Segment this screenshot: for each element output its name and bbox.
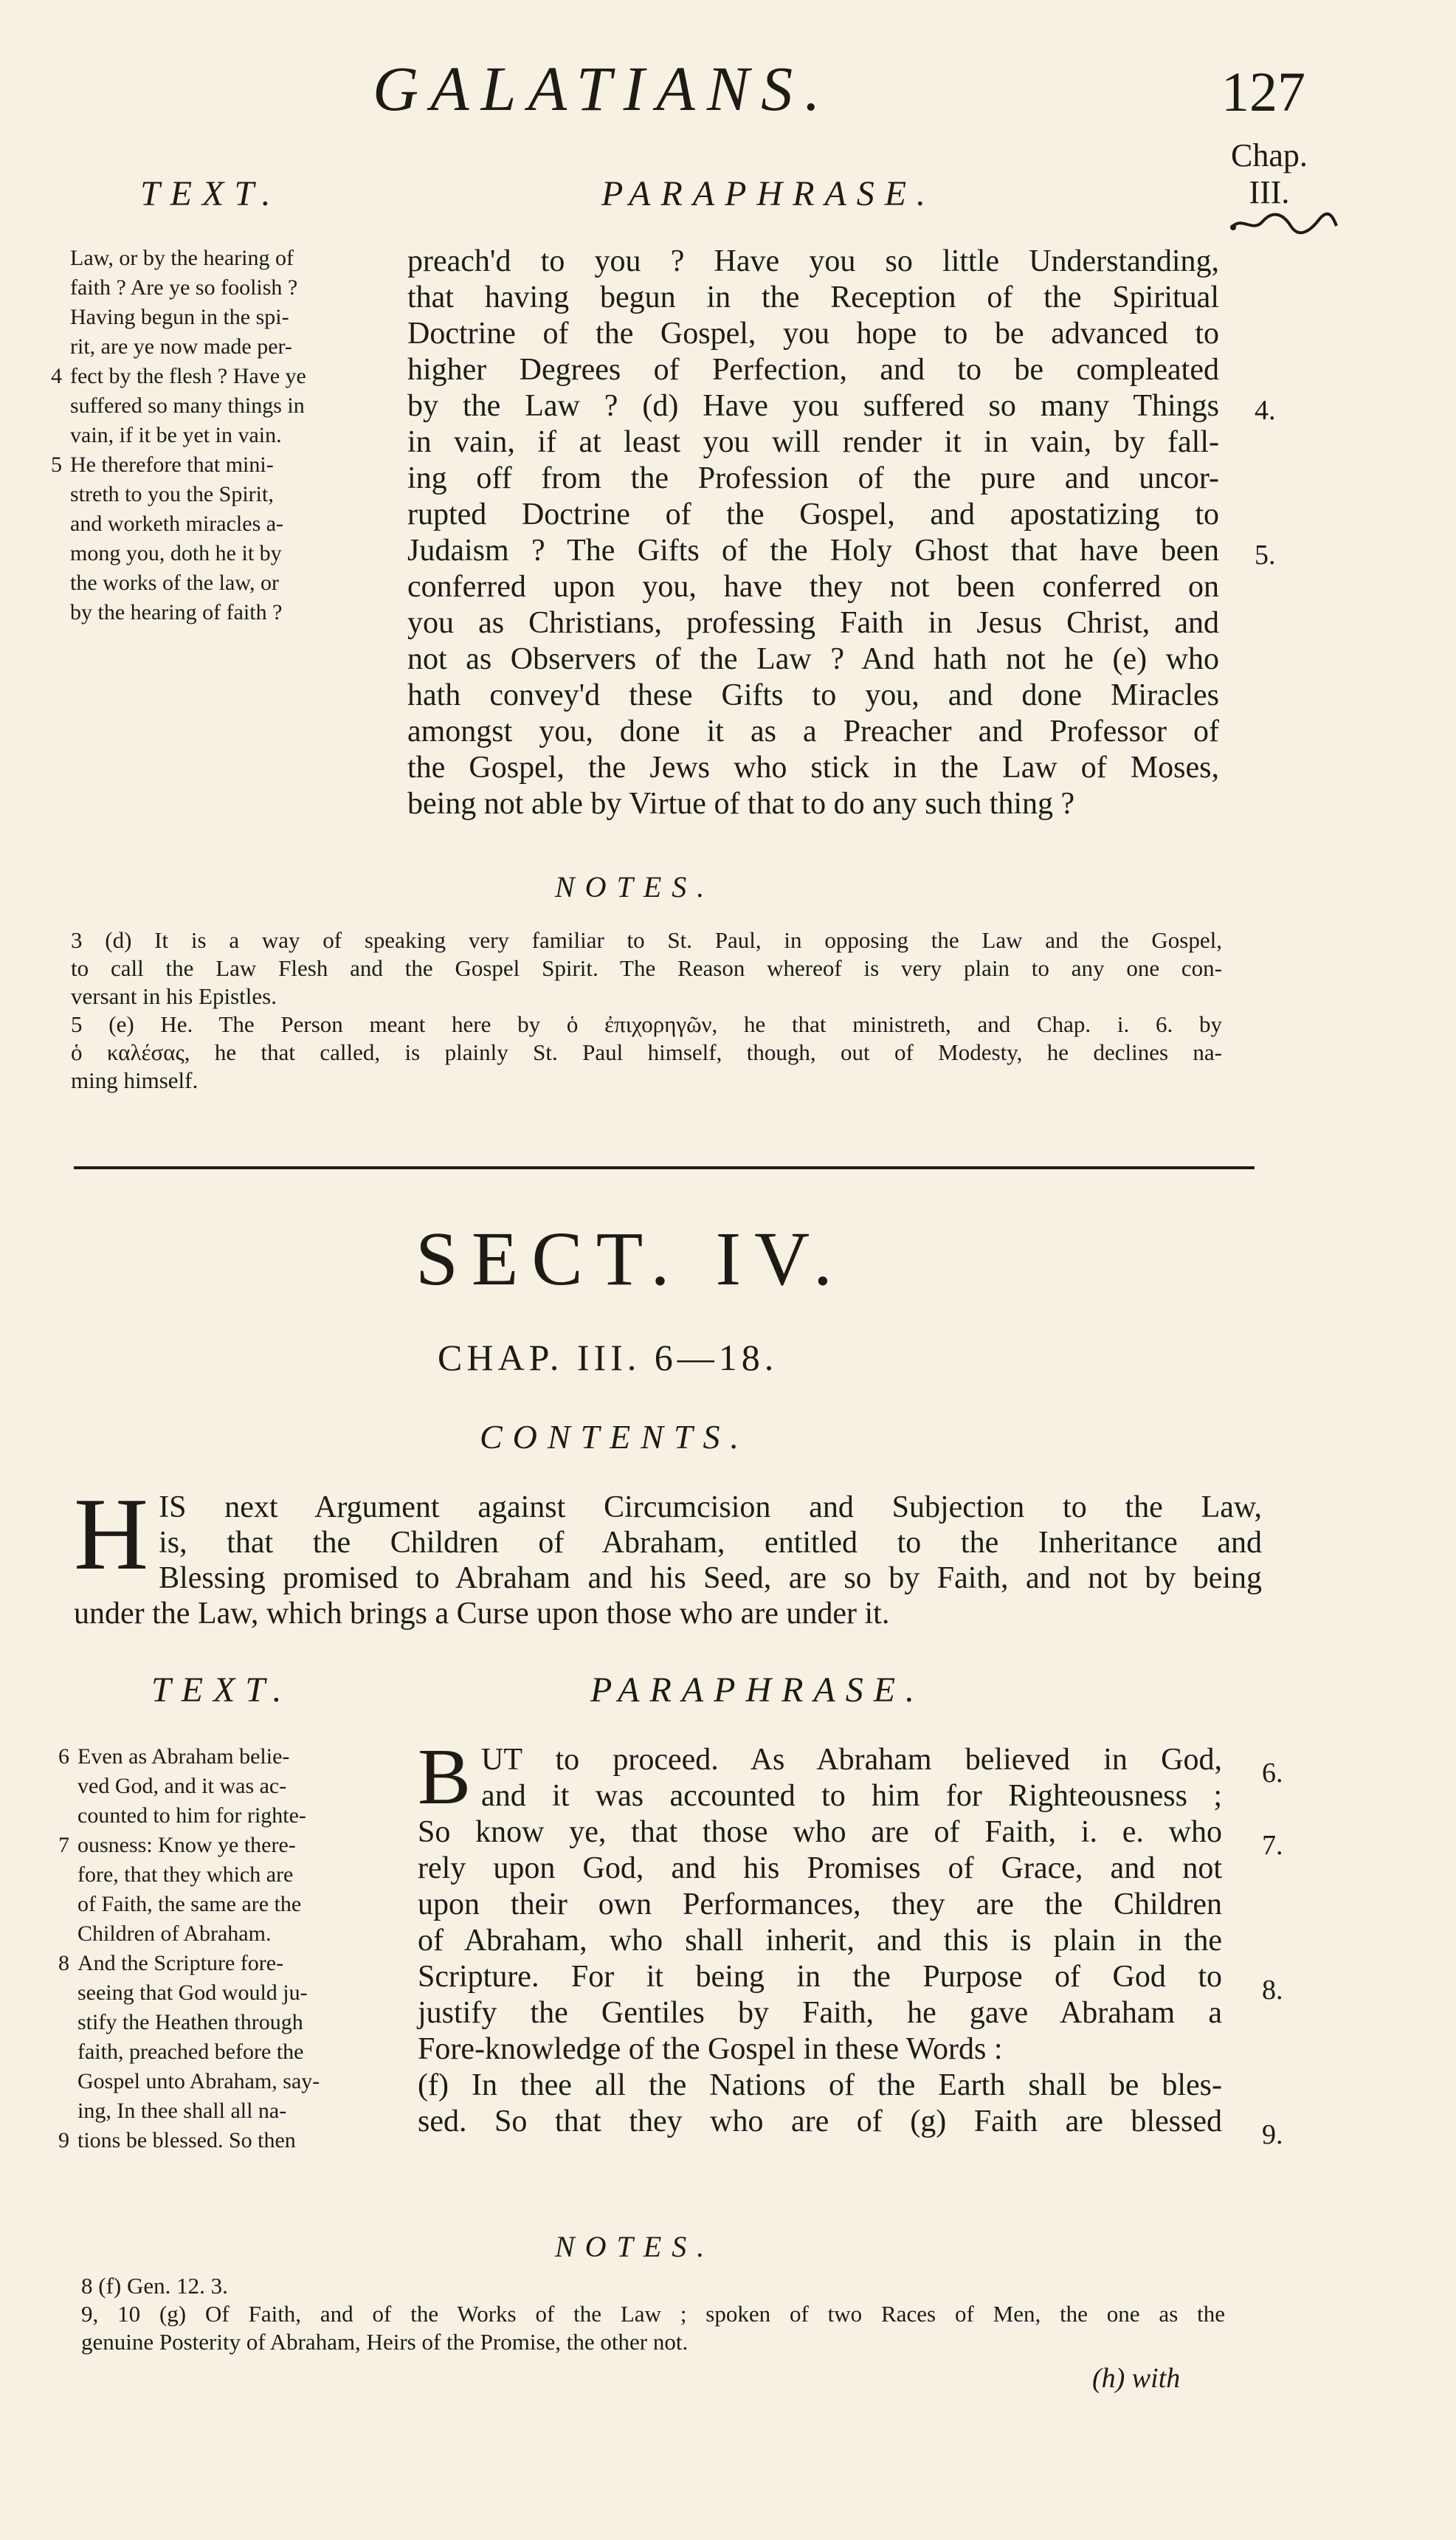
paraphrase-line: Judaism ? The Gifts of the Holy Ghost that have been [407,534,1219,568]
text-column [58,1742,395,2155]
notes-body [81,2272,1225,2356]
text-line: suffered so many things in [70,393,305,418]
text-line: counted to him for righte- [77,1803,306,1828]
text-column-heading: TEXT. [151,1670,292,1710]
text-column [51,244,387,627]
note-line: 5 (e) He. The Person meant here by ὁ ἐπιχορηγῶν, he that ministreth, and Chap. i. 6. by [71,1011,1222,1037]
paraphrase-line: rely upon God, and his Promises of Grace, and not [418,1851,1222,1885]
running-title: GALATIANS. [373,53,832,124]
verse-number: 5 [51,452,62,477]
contents-heading: CONTENTS. [480,1418,750,1456]
text-line: streth to you the Spirit, [70,482,274,506]
ornament-icon [1229,211,1339,236]
text-line: 5 He therefore that mini- [70,450,387,480]
verse-number: 7 [58,1833,69,1857]
text-line: rit, are ye now made per- [70,334,292,359]
text-line: Having begun in the spi- [70,305,289,329]
notes-body [71,926,1222,1095]
section-divider [74,1166,1255,1169]
margin-verse-number: 9. [1262,2119,1283,2150]
paraphrase-line: upon their own Performances, they are the Children [418,1887,1222,1921]
chapter-marker [1231,137,1308,211]
text-line: 6 Even as Abraham belie- [77,1742,395,1772]
paraphrase-line: preach'd to you ? Have you so little Understanding, [407,244,1219,278]
paraphrase-line: the Gospel, the Jews who stick in the Law of Moses, [407,751,1219,785]
verse-number: 4 [51,364,62,388]
paraphrase-line: justify the Gentiles by Faith, he gave Abraham a [418,1996,1222,2030]
paraphrase-line: in vain, if at least you will render it in vain, by fall- [407,425,1219,459]
paraphrase-line: Scripture. For it being in the Purpose of God to [418,1960,1222,1994]
section-title: SECT. IV. [415,1216,846,1301]
text-line: 8 And the Scripture fore- [77,1949,395,1978]
paraphrase-line: by the Law ? (d) Have you suffered so many Things [407,389,1219,423]
verse-number: 6 [58,1744,69,1769]
note-line: versant in his Epistles. [71,983,277,1009]
note-line: 9, 10 (g) Of Faith, and of the Works of the Law ; spoken of two Races of Men, the one as the [81,2301,1225,2327]
contents-line: under the Law, which brings a Curse upon those who are under it. [74,1597,890,1631]
paraphrase-line: not as Observers of the Law ? And hath not he (e) who [407,642,1219,676]
text-line: of Faith, the same are the [77,1892,302,1916]
paraphrase-column [407,244,1219,822]
contents-line: IS next Argument against Circumcision and Subjection to the Law, [159,1490,1262,1524]
paraphrase-line: rupted Doctrine of the Gospel, and apostatizing to [407,498,1219,531]
note-line: ὁ καλέσας, he that called, is plainly St. Paul himself, though, out of Modesty, he declines na- [71,1039,1222,1065]
margin-verse-number: 8. [1262,1975,1283,2006]
margin-verse-number: 5. [1255,540,1276,571]
paraphrase-line: hath convey'd these Gifts to you, and done Miracles [407,678,1219,712]
paraphrase-line: UT to proceed. As Abraham believed in God, [481,1743,1222,1777]
text-line: mong you, doth he it by [70,541,282,565]
note-line: 3 (d) It is a way of speaking very familiar to St. Paul, in opposing the Law and the Gospel, [71,927,1222,953]
note-line: 8 (f) Gen. 12. 3. [81,2273,228,2299]
notes-heading: NOTES. [555,2230,715,2263]
paraphrase-line: (f) In thee all the Nations of the Earth shall be bles- [418,2068,1222,2102]
text-line: ing, In thee shall all na- [77,2099,287,2123]
text-line: 7 ousness: Know ye there- [77,1831,395,1860]
margin-verse-number: 6. [1262,1758,1283,1789]
paraphrase-line: ing off from the Profession of the pure and uncor- [407,461,1219,495]
text-line: by the hearing of faith ? [70,600,283,624]
text-line: 9 tions be blessed. So then [77,2126,395,2155]
verse-number: 8 [58,1951,69,1975]
contents-body [74,1477,1262,1631]
paraphrase-line: amongst you, done it as a Preacher and Professor of [407,715,1219,748]
paraphrase-line: of Abraham, who shall inherit, and this is plain in the [418,1924,1222,1958]
chapter-label: Chap. [1231,137,1308,173]
text-line: Law, or by the hearing of [70,246,294,270]
text-line: vain, if it be yet in vain. [70,423,282,447]
text-line: seeing that God would ju- [77,1980,308,2005]
paraphrase-line: conferred upon you, have they not been conferred on [407,570,1219,604]
drop-cap: H [74,1477,149,1591]
paraphrase-line: that having begun in the Reception of the Spiritual [407,280,1219,314]
paraphrase-line: Fore-knowledge of the Gospel in these Words : [418,2032,1003,2066]
verse-number: 9 [58,2128,69,2152]
paraphrase-line: you as Christians, professing Faith in Jesus Christ, and [407,606,1219,640]
drop-cap: B [418,1733,472,1821]
contents-line: is, that the Children of Abraham, entitled to the Inheritance and [159,1526,1262,1560]
text-line: 4 fect by the flesh ? Have ye [70,362,387,391]
note-line: ming himself. [71,1067,199,1093]
note-line: genuine Posterity of Abraham, Heirs of the Promise, the other not. [81,2329,689,2355]
text-line: stify the Heathen through [77,2010,303,2034]
paraphrase-line: sed. So that they who are of (g) Faith are blessed [418,2104,1222,2138]
page-number: 127 [1221,61,1305,123]
paraphrase-line: Doctrine of the Gospel, you hope to be advanced to [407,317,1219,351]
contents-line: Blessing promised to Abraham and his Seed, are so by Faith, and not by being [159,1561,1262,1595]
catchword: (h) with [1092,2363,1181,2394]
paraphrase-column-heading: PARAPHRASE. [601,174,936,213]
text-line: faith ? Are ye so foolish ? [70,275,298,300]
chapter-number: III. [1249,174,1290,210]
paraphrase-column-heading: PARAPHRASE. [590,1670,925,1710]
text-line: fore, that they which are [77,1862,294,1887]
paraphrase-line: and it was accounted to him for Righteousness ; [481,1779,1222,1813]
margin-verse-number: 7. [1262,1830,1283,1861]
margin-verse-number: 4. [1255,395,1276,426]
text-line: the works of the law, or [70,571,279,595]
text-line: Children of Abraham. [77,1921,272,1946]
notes-heading: NOTES. [555,870,715,904]
note-line: to call the Law Flesh and the Gospel Spirit. The Reason whereof is very plain to any one con- [71,955,1222,981]
paraphrase-column [418,1733,1222,2140]
text-line: ved God, and it was ac- [77,1774,287,1798]
paraphrase-line: higher Degrees of Perfection, and to be compleated [407,353,1219,387]
text-column-heading: TEXT. [140,174,281,213]
text-line: and worketh miracles a- [70,512,284,536]
paraphrase-line: So know ye, that those who are of Faith, i. e. who [418,1815,1222,1849]
text-line: faith, preached before the [77,2040,304,2064]
text-line: Gospel unto Abraham, say- [77,2069,320,2093]
chapter-reference: CHAP. III. 6—18. [438,1337,779,1378]
paraphrase-line: being not able by Virtue of that to do any such thing ? [407,787,1075,821]
